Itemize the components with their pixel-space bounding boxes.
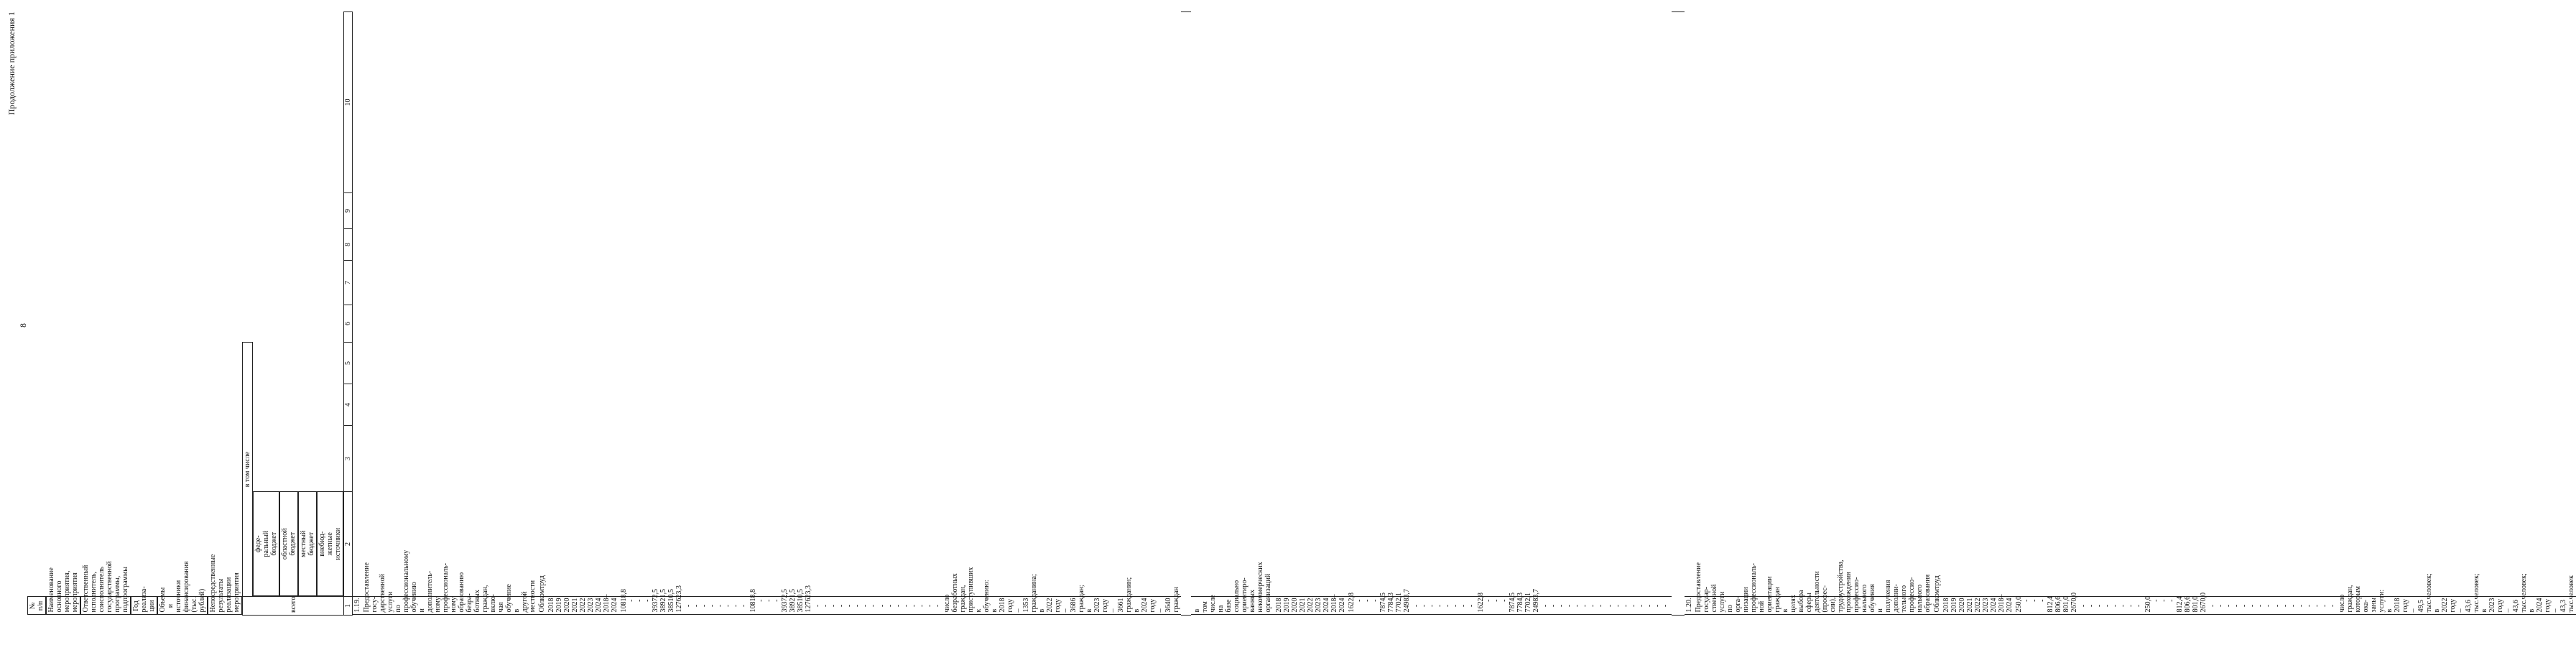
row-results: число граждан, которым ока- заны услуги: в 2018 году – 49,5 тыс.человек; в 2022 году – 43,6 тыс.человек; в 2023 году – 43,6 тыс.человек; в 2024 году – 43,3 тыс.человек: [2338, 597, 2576, 616]
col-number: 9: [344, 193, 353, 229]
row-years: 2018 2019 2020 2021 2022 2023 2024 2018–2024: [547, 597, 619, 616]
row-years: 2018 2019 2020 2021 2022 2023 2024 2018–2024: [1274, 597, 1347, 616]
col-number: 10: [344, 12, 353, 193]
header-funding: Объемы и источники финансирования (тыс. рублей): [157, 597, 208, 616]
row-executor: Облкомтруд: [537, 597, 547, 616]
header-name: Наименование основного мероприятия, мероприятия: [46, 597, 80, 616]
row-federal: - - - - - - - -: [684, 597, 749, 616]
row-federal: - - - - - - - -: [1412, 597, 1476, 616]
continuation-label: Продолжение приложения 1: [6, 11, 17, 116]
table-row: [353, 12, 1182, 616]
row-regional: 250,0 - - - 812,4 806,6 801,0 2670,0: [2144, 597, 2208, 616]
table-row: [1685, 12, 2576, 616]
header-regional: областной бюджет: [279, 492, 298, 597]
header-results: Непосредственные результаты реализации мероприятия: [208, 597, 242, 616]
header-federal: феде- ральный бюджет: [253, 492, 279, 597]
header-year: Год реализа- ции: [131, 597, 157, 616]
row-results: число безработных граждан, приступивших к обучению: в 2018 году – 1353 гражданина; в 2022 году – 3686 граждан; в 2023 году – 3661 гражданин; в 2024 году – 3640 граждан: [942, 597, 1181, 616]
header-executor: Ответственный исполнитель, соисполнитель государственной программы, подпрограммы: [80, 597, 131, 616]
col-number: 7: [344, 261, 353, 305]
row-extrabudget: - - - - - - - -: [1606, 597, 1670, 616]
row-gap: [1181, 12, 1191, 616]
header-local: местный бюджет: [298, 492, 317, 597]
header-total: всего: [243, 597, 344, 616]
row-extrabudget: - - - - - - - -: [2273, 597, 2338, 616]
col-number: 8: [344, 229, 353, 261]
row-name: в том числе на базе социально ориентиро- ванных некоммерческих организаций: [1192, 597, 1273, 616]
row-years: 2018 2019 2020 2021 2022 2023 2024 2018–2024: [1942, 597, 2014, 616]
row-regional: 1622,8 - - - 7874,5 7784,3 7702,1 24983,7: [1476, 597, 1541, 616]
table-row: [1191, 12, 1672, 616]
row-regional: 10818,8 - - - 39372,5 38921,5 38510,5 127623,3: [749, 597, 813, 616]
table-row-spacer: [1672, 12, 1685, 616]
funding-table: [27, 11, 2576, 616]
col-number: 4: [344, 384, 353, 426]
row-executor: Облкомтруд: [1932, 597, 1942, 616]
row-gap: [1672, 12, 1685, 616]
row-local: - - - - - - - -: [2208, 597, 2273, 616]
row-total: 1622,8 - - - 7874,5 7784,3 7702,1 24983,7: [1347, 597, 1412, 616]
row-local: - - - - - - - -: [813, 597, 878, 616]
row-name: Предоставление государ- ственной услуги по орга- низации профессиональ- ной ориентации граждан в целях выбора сферы деятельности (профес- сии), трудоустройства, прохождения профессио- нального обучения и получения дополни- тельного профессио- нального образования: [1694, 597, 1932, 616]
row-total: 250,0 - - - 812,4 806,6 801,0 2670,0: [2014, 597, 2079, 616]
table-row-spacer: [1181, 12, 1191, 616]
row-local: - - - - - - - -: [1541, 597, 1606, 616]
header-including: в том числе: [243, 343, 253, 597]
row-total: 10818,8 - - - 39372,5 38921,5 38510,5 127623,3: [619, 597, 684, 616]
col-number: 1: [344, 597, 353, 616]
header-no: № п/п: [27, 597, 46, 616]
col-number: 3: [344, 426, 353, 492]
col-number: 2: [344, 492, 353, 597]
row-name: Предоставление госу- дарственной услуги по профессиональному обучению и дополнитель- ному профессиональ- ному образованию безра- ботных граждан, вклю- чая обучение в другой местности: [362, 597, 537, 616]
col-number: 6: [344, 305, 353, 343]
row-number: 1.20.: [1685, 597, 1694, 616]
row-extrabudget: - - - - - - - -: [878, 597, 942, 616]
row-number: 1.19.: [353, 597, 362, 616]
page-number: 8: [18, 323, 28, 328]
col-number: 5: [344, 343, 353, 384]
header-extrabudget: внебюд- жетные источники: [317, 492, 343, 597]
row-federal: - - - - - - - -: [2079, 597, 2144, 616]
